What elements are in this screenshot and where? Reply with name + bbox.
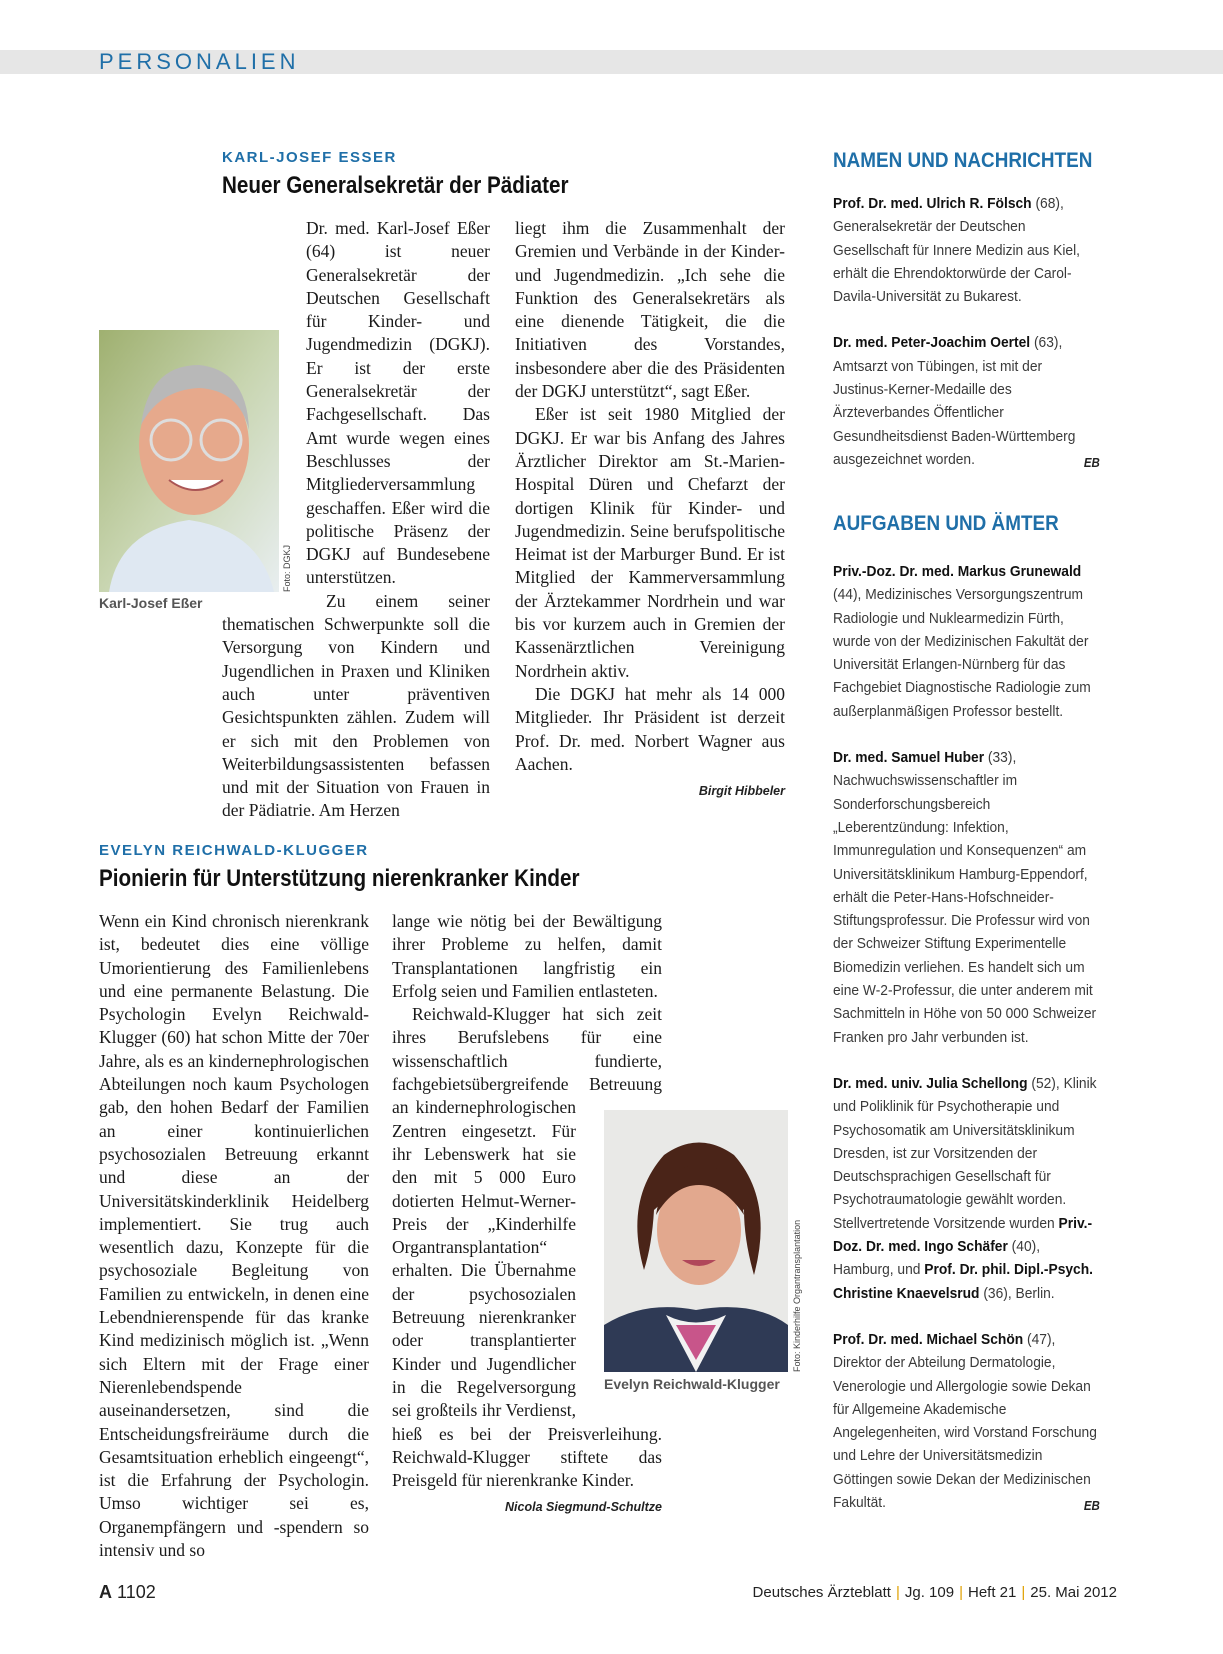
page-number-value: 1102 [117, 1582, 156, 1602]
person-text: (36), Berlin. [979, 1284, 1055, 1302]
article1-kicker: KARL-JOSEF ESSER [222, 149, 397, 166]
article2-column-2 [392, 910, 662, 1520]
author-initials: EB [1083, 455, 1100, 470]
list-item [833, 746, 1100, 1049]
sidebar-heading-offices: AUFGABEN UND ÄMTER [833, 512, 1059, 535]
caption-evelyn-reichwald-klugger: Evelyn Reichwald-Klugger [604, 1376, 780, 1392]
person-text: (68), Generalsekretär der Deutschen Gesellschaft für Innere Medizin aus Kiel, erhält die Ehrendoktorwürde der Carol-Davila-Universität zu Bukarest. [833, 195, 1080, 306]
article2-paragraph: Wenn ein Kind chronisch nierenkrank ist, bedeutet dies eine völlige Umorientierung des Familienlebens und eine permanente Belastung. Die Psychologin Evelyn Reichwald-Klugger (60) hat schon Mitte der 70er Jahre, als es an kindernephrologischen Abteilungen noch kaum Psychologen gab, den hohen Bedarf der Familien an einer kontinuierlichen psychosozialen Betreuung erkannt und diese an der Universitätskinderklinik Heidelberg implementiert. Sie trug auch wesentlich dazu, Konzepte für die psychosoziale Begleitung von Familien zu entwickeln, in denen eine Lebendnierenspende für das kranke Kind medizinisch möglich ist. „Wenn sich Eltern mit der Frage einer Nierenlebendspende auseinandersetzen, sind die Entscheidungsfreiräume durch die Gesamtsituation erheblich eingeengt“, ist die Erfahrung der Psychologin. Umso wichtiger sei es, Organempfängern und -spendern so intensiv und so [99, 911, 369, 1561]
person-text: (52), Klinik und Poliklinik für Psychotherapie und Psychosomatik am Universitätsklinikum Dresden, ist zur Vorsitzenden der Deutschsprachigen Gesellschaft für Psychotraumatologie gewählt worden. Stellvertretende Vorsitzende wurden [833, 1074, 1097, 1232]
list-item [833, 1328, 1100, 1514]
article1-paragraph: Eßer ist seit 1980 Mitglied der DGKJ. Er war bis Anfang des Jahres Ärztlicher Direktor am St.-Marien-Hospital Düren und Chefarzt der dortigen Klinik für Kinder- und Jugendmedizin. Seine berufspolitische Heimat ist der Marburger Bund. Er ist Mitglied der Kammerversammlung der Ärztekammer Nordrhein und war bis vor kurzem auch in Gremien der Kassenärztlichen Vereinigung Nordrhein aktiv. [515, 404, 785, 681]
article1-paragraph: liegt ihm die Zusammenhalt der Gremien und Verbände in der Kinder- und Jugendmedizin. „Ich sehe die Funktion des Generalsekretärs als eine dienende Tätigkeit, die die Initiativen des Vorstandes, insbesondere aber die des Präsidenten der DGKJ unterstützt“, sagt Eßer. [515, 218, 785, 402]
article2-column-1 [99, 910, 369, 1562]
article2-headline: Pionierin für Unterstützung nierenkranker Kinder [99, 865, 580, 892]
page-prefix: A [99, 1582, 112, 1602]
caption-karl-josef-esser: Karl-Josef Eßer [99, 595, 203, 611]
author-initials: EB [1083, 1498, 1100, 1513]
article1-paragraph: Dr. med. Karl-Josef Eßer (64) ist neuer Generalsekretär der Deutschen Gesellschaft für Kinder- und Jugendmedizin (DGKJ). Er ist der erste Generalsekretär der Fachgesellschaft. Das Amt wurde wegen eines Beschlusses der Mitgliederversammlung geschaffen. Eßer wird die politische Präsenz der DGKJ auf Bundesebene unterstützen. [306, 218, 490, 588]
page-number [99, 1582, 156, 1603]
article1-headline: Neuer Generalsekretär der Pädiater [222, 172, 569, 199]
article1-author: Birgit Hibbeler [698, 784, 785, 799]
journal-info [753, 1584, 1117, 1601]
photo-credit-2: Foto: Kinderhilfe Organtransplantation [792, 1219, 802, 1372]
section-label: PERSONALIEN [99, 49, 300, 74]
person-text: (63), Amtsarzt von Tübingen, ist mit der Justinus-Kerner-Medaille des Ärzteverbandes Öffentlicher Gesundheitsdienst Baden-Württemberg ausgezeichnet worden. [833, 334, 1076, 468]
list-item [833, 192, 1100, 308]
person-text: (47), Direktor der Abteilung Dermatologie, Venerologie und Allergologie sowie Dekan für Allgemeine Akademische Angelegenheiten, wird Vorstand Forschung und Lehre der Universitätsmedizin Göttingen sowie Dekan der Medizinischen Fakultät. [833, 1330, 1097, 1511]
sidebar-offices-list [833, 560, 1100, 1537]
article2-kicker: EVELYN REICHWALD-KLUGGER [99, 842, 369, 859]
separator: | [959, 1584, 963, 1601]
journal-issue: Heft 21 [967, 1584, 1017, 1601]
journal-name: Deutsches Ärzteblatt [752, 1584, 891, 1601]
journal-volume: Jg. 109 [904, 1584, 955, 1601]
article1-paragraph: Die DGKJ hat mehr als 14 000 Mitglieder. Ihr Präsident ist derzeit Prof. Dr. med. Norbert Wagner aus Aachen. [515, 683, 785, 774]
photo-wrap-spacer [576, 1108, 662, 1404]
person-text: (44), Medizinisches Versorgungszentrum Radiologie und Nuklearmedizin Fürth, wurde von der Medizinischen Fakultät der Universität Erlangen-Nürnberg für das Fachgebiet Diagnostische Radiologie zum außerplanmäßigen Professor bestellt. [833, 586, 1091, 720]
separator: | [895, 1584, 900, 1601]
article2-paragraph: lange wie nötig bei der Bewältigung ihrer Probleme zu helfen, damit Transplantationen langfristig ein Erfolg seien und Familien entlasteten. [392, 911, 662, 1001]
journal-date: 25. Mai 2012 [1030, 1584, 1117, 1601]
sidebar-names-list [833, 192, 1100, 494]
list-item [833, 1072, 1100, 1305]
person-name: Priv.-Doz. Dr. med. Markus Grunewald [833, 563, 1082, 580]
person-name: Dr. med. univ. Julia Schellong [833, 1074, 1028, 1092]
person-name: Prof. Dr. med. Michael Schön [833, 1330, 1024, 1348]
separator: | [1021, 1584, 1026, 1601]
article1-column-2 [515, 217, 785, 803]
person-name: Prof. Dr. phil. Dipl.-Psych. Christine Knaevelsrud [833, 1261, 1094, 1302]
list-item [833, 331, 1100, 471]
article2-author: Nicola Siegmund-Schultze [505, 1500, 662, 1515]
photo-credit-1: Foto: DGKJ [282, 544, 292, 592]
sidebar-heading-names: NAMEN UND NACHRICHTEN [833, 149, 1093, 172]
photo-wrap-spacer [222, 217, 306, 611]
article1-column-1 [222, 217, 490, 823]
person-text: (33), Nachwuchswissenschaftler im Sonderforschungsbereich „Leberentzündung: Infektion, Immunregulation und Konsequenzen“ am Universitätsklinikum Hamburg-Eppendorf, erhält die Peter-Hans-Hofschneider-Stiftungsprofessur. Die Professur wird von der Schweizer Stiftung Experimentelle Biomedizin verliehen. Es handelt sich um eine W-2-Professur, die unter anderem mit Sachmitteln in Höhe von 50 000 Schweizer Franken pro Jahr verbunden ist. [833, 749, 1097, 1046]
person-text: (40), Hamburg, und [833, 1238, 1041, 1279]
person-name: Prof. Dr. med. Ulrich R. Fölsch [833, 195, 1032, 212]
person-name: Priv.-Doz. Dr. med. Ingo Schäfer [833, 1214, 1093, 1256]
person-name: Dr. med. Peter-Joachim Oertel [833, 334, 1031, 352]
article1-paragraph: Zu einem seiner thematischen Schwerpunkte soll die Versorgung von Kindern und Jugendlichen in Praxen und Kliniken auch unter präventiven Gesichtspunkten zählen. Zudem will er sich mit den Problemen von Weiterbildungsassistenten befassen und mit der Situation von Frauen in der Pädiatrie. Am Herzen [222, 590, 490, 821]
person-name: Dr. med. Samuel Huber [833, 749, 985, 767]
list-item [833, 560, 1100, 723]
article2-paragraph: Reichwald-Klugger hat sich zeit ihres Berufslebens für eine wissenschaftlich fundierte, fachgebietsübergreifende Betreuung an kindernephrologischen Zentren eingesetzt. Für ihr Lebenswerk hat sie den mit 5 000 Euro dotierten Helmut-Werner-Preis der „Kinderhilfe Organtransplantation“ erhalten. Die Übernahme der psychosozialen Betreuung nierenkranker oder transplantierter Kinder und Jugendlicher in die Regelversorgung sei großteils ihr Verdienst, hieß es bei der Preisverleihung. Reichwald-Klugger stiftete das Preisgeld für nierenkranke Kinder. [392, 1004, 662, 1491]
